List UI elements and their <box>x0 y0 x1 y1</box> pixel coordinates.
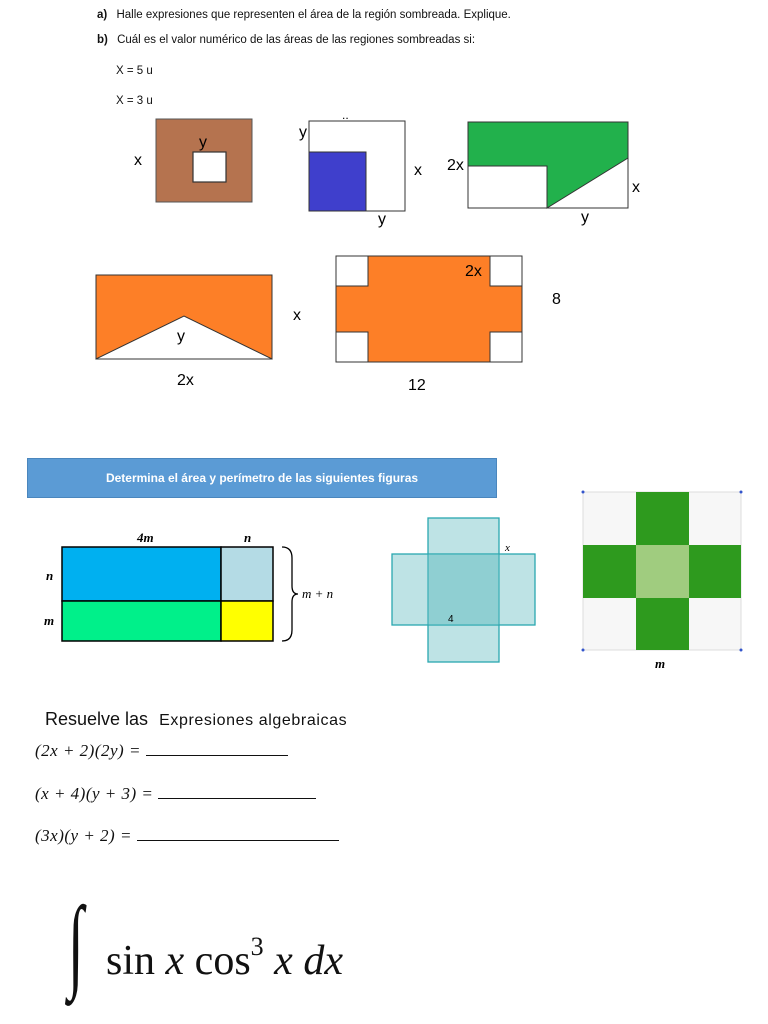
exercise-2-answer-line[interactable] <box>158 784 316 799</box>
label-4m: 4m <box>137 530 154 545</box>
integrand-x2: x <box>274 938 293 984</box>
corner-dot <box>582 491 585 494</box>
integrand-sin: sin <box>106 938 156 984</box>
corner-dot <box>740 491 743 494</box>
fig4-label-x: x <box>293 307 301 324</box>
exercise-1-expr: (2x + 2)(2y) = <box>35 741 141 760</box>
rect-n-n <box>221 547 273 601</box>
fig2-label-top: .. <box>342 110 349 122</box>
question-a-marker: a) <box>97 9 108 21</box>
corner-top-left <box>336 256 368 286</box>
corner-bottom-right <box>490 332 522 362</box>
question-b <box>97 34 475 46</box>
fig2-label-y-left: y <box>299 124 307 141</box>
exercises-title-main: Resuelve las <box>45 709 149 729</box>
fig5-label-12: 12 <box>408 377 426 394</box>
center-overlap <box>428 554 499 625</box>
value-y: X = 3 u <box>116 95 153 107</box>
exercise-2-expr: (x + 4)(y + 3) = <box>35 784 154 803</box>
corner-bottom-left <box>336 332 368 362</box>
fig2-label-x: x <box>414 162 422 179</box>
fig4-label-2x: 2x <box>177 372 194 389</box>
figure-orange-notch <box>96 275 301 389</box>
label-left-n: n <box>46 568 54 583</box>
cross-label-x: x <box>505 542 510 554</box>
figure-rect-composition <box>44 530 333 641</box>
exercise-1 <box>35 741 288 761</box>
exercise-2 <box>35 784 316 804</box>
value-x: X = 5 u <box>116 65 153 77</box>
integrand-dx: dx <box>303 938 343 984</box>
figure-corner-square <box>299 110 422 228</box>
exercise-3-answer-line[interactable] <box>137 826 339 841</box>
plus-center <box>636 545 689 598</box>
fig3-label-x: x <box>632 179 640 196</box>
shaded-orange-notch <box>96 275 272 359</box>
fig5-label-8: 8 <box>552 291 561 308</box>
rect-n-m <box>221 601 273 641</box>
brace <box>282 547 298 641</box>
figure-green-polygon <box>447 122 640 226</box>
fig3-label-2x: 2x <box>447 157 464 174</box>
integrand-cos: cos <box>194 938 251 984</box>
integrand <box>106 932 343 985</box>
perimeter-figures <box>0 488 768 688</box>
fig5-label-2x: 2x <box>465 263 482 280</box>
square-hole <box>193 152 226 182</box>
corner-top-right <box>490 256 522 286</box>
rect-4m-n <box>62 547 221 601</box>
fig3-label-y: y <box>581 209 589 226</box>
section-banner: Determina el área y perímetro de las siguientes figuras <box>27 458 497 498</box>
question-b-marker: b) <box>97 34 108 46</box>
exercise-3 <box>35 826 339 846</box>
label-top-n: n <box>244 530 252 545</box>
shaded-corner <box>309 152 366 211</box>
fig1-label-x: x <box>134 152 142 169</box>
cross-label-4: 4 <box>448 614 454 625</box>
rect-4m-m <box>62 601 221 641</box>
integrand-x1: x <box>165 938 185 984</box>
area-figures <box>0 110 768 410</box>
question-a-text: Halle expresiones que representen el área de la región sombreada. Explique. <box>116 9 511 21</box>
exercise-3-expr: (3x)(y + 2) = <box>35 826 132 845</box>
figure-orange-corners <box>336 256 561 394</box>
question-a <box>97 9 511 21</box>
figure-square-hole <box>134 119 252 202</box>
corner-dot <box>582 649 585 652</box>
integrand-power: 3 <box>250 932 264 961</box>
fig2-label-y-bottom: y <box>378 211 386 228</box>
fig4-label-y: y <box>177 328 185 345</box>
exercises-title-rest: Expresiones algebraicas <box>159 712 348 729</box>
label-left-m: m <box>44 613 55 628</box>
question-b-text: Cuál es el valor numérico de las áreas de las regiones sombreadas si: <box>117 34 476 46</box>
plus-label-m: m <box>655 656 666 671</box>
figure-green-plus <box>582 491 743 672</box>
figure-translucent-cross <box>392 518 535 662</box>
integral-sign: ∫ <box>68 886 84 1001</box>
exercise-1-answer-line[interactable] <box>146 741 288 756</box>
corner-dot <box>740 649 743 652</box>
label-brace: m + n <box>302 586 334 601</box>
fig1-label-y: y <box>199 134 207 151</box>
exercises-title <box>45 709 347 730</box>
